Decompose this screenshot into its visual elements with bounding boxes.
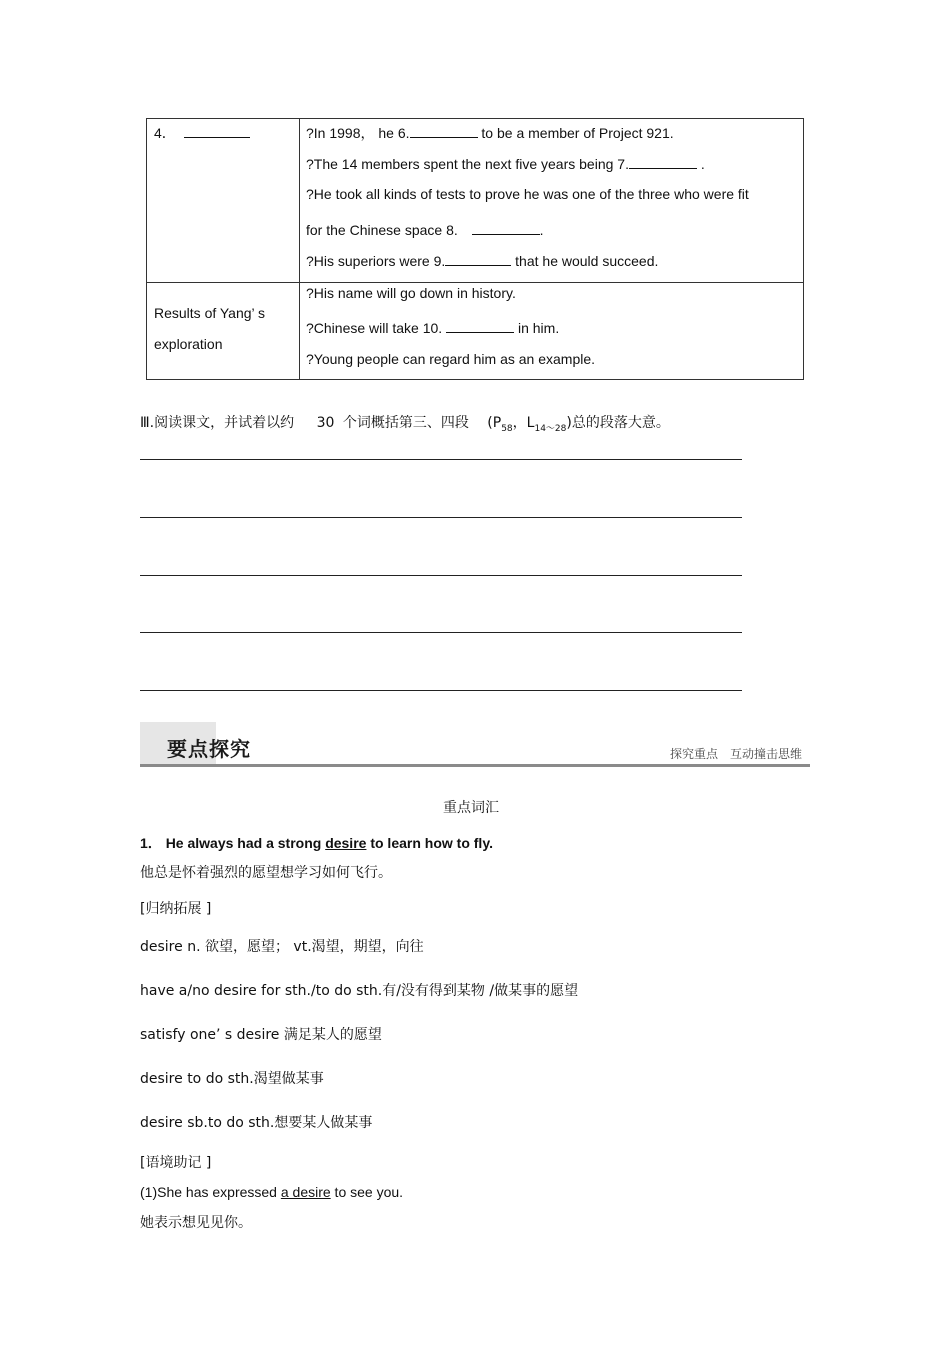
section-title: 重点词汇 [443, 800, 499, 816]
keyword-desire: desire [325, 835, 367, 851]
answer-blank-9[interactable] [445, 251, 511, 266]
item1-translation: 他总是怀着强烈的愿望想学习如何飞行。 [140, 865, 392, 881]
row1-line5: ?His superiors were 9. that he would succeed. [306, 253, 659, 269]
row2-line1: ?His name will go down in history. [306, 285, 516, 301]
keyword-a-desire: a desire [280, 1184, 331, 1200]
item1-sentence: 1． He always had a strong desire to learn how to fly. [140, 835, 493, 851]
row1-line2: ?The 14 members spent the next five years being 7. . [306, 156, 705, 172]
table-row-divider [147, 282, 803, 283]
writing-line-2[interactable] [140, 517, 742, 518]
writing-line-5[interactable] [140, 690, 742, 691]
row2-label-line2: exploration [154, 336, 223, 352]
context-label: [语境助记 ] [140, 1155, 212, 1171]
writing-line-4[interactable] [140, 632, 742, 633]
writing-line-3[interactable] [140, 575, 742, 576]
writing-line-1[interactable] [140, 459, 742, 460]
row1-line1: ?In 1998， he 6. to be a member of Project 921. [306, 125, 674, 141]
row2-label-line1: Results of Yang’ s [154, 305, 266, 321]
answer-blank-4[interactable] [184, 123, 250, 138]
row2-line2: ?Chinese will take 10. in him. [306, 320, 560, 336]
row1-label [154, 123, 250, 143]
answer-blank-8[interactable] [472, 220, 540, 235]
row1-number: 4． [154, 125, 176, 141]
banner-rule [140, 764, 810, 767]
answer-blank-10[interactable] [446, 318, 514, 333]
example1-sentence: (1)She has expressed a desire to see you. [140, 1184, 404, 1200]
expand-line-3: satisfy one’ s desire 满足某人的愿望 [140, 1027, 382, 1043]
task3-instruction: Ⅲ.阅读课文，并试着以约 30 个词概括第三、四段 ($P_{58}$，$L_{14\sim 28}$)总的段落大意。 [140, 415, 670, 434]
banner-subtitle: 探究重点 互动撞击思维 [670, 747, 803, 761]
expand-line-4: desire to do sth.渴望做某事 [140, 1071, 324, 1087]
expand-line-2: have a/no desire for sth./to do sth.有/没有得到某物 /做某事的愿望 [140, 983, 579, 999]
banner-title: 要点探究 [167, 737, 251, 761]
answer-blank-7[interactable] [629, 154, 697, 169]
example1-translation: 她表示想见见你。 [140, 1215, 252, 1231]
expand-label: [归纳拓展 ] [140, 901, 212, 917]
expand-line-5: desire sb.to do sth.想要某人做某事 [140, 1115, 373, 1131]
answer-blank-6[interactable] [410, 123, 478, 138]
summary-table [146, 118, 804, 380]
expand-line-1: desire n. 欲望，愿望； vt.渴望，期望，向往 [140, 939, 424, 955]
row1-line3: ?He took all kinds of tests to prove he was one of the three who were fit [306, 186, 749, 202]
row1-line4: for the Chinese space 8. . [306, 222, 544, 238]
table-column-divider [299, 119, 300, 379]
row2-line3: ?Young people can regard him as an example. [306, 351, 596, 367]
